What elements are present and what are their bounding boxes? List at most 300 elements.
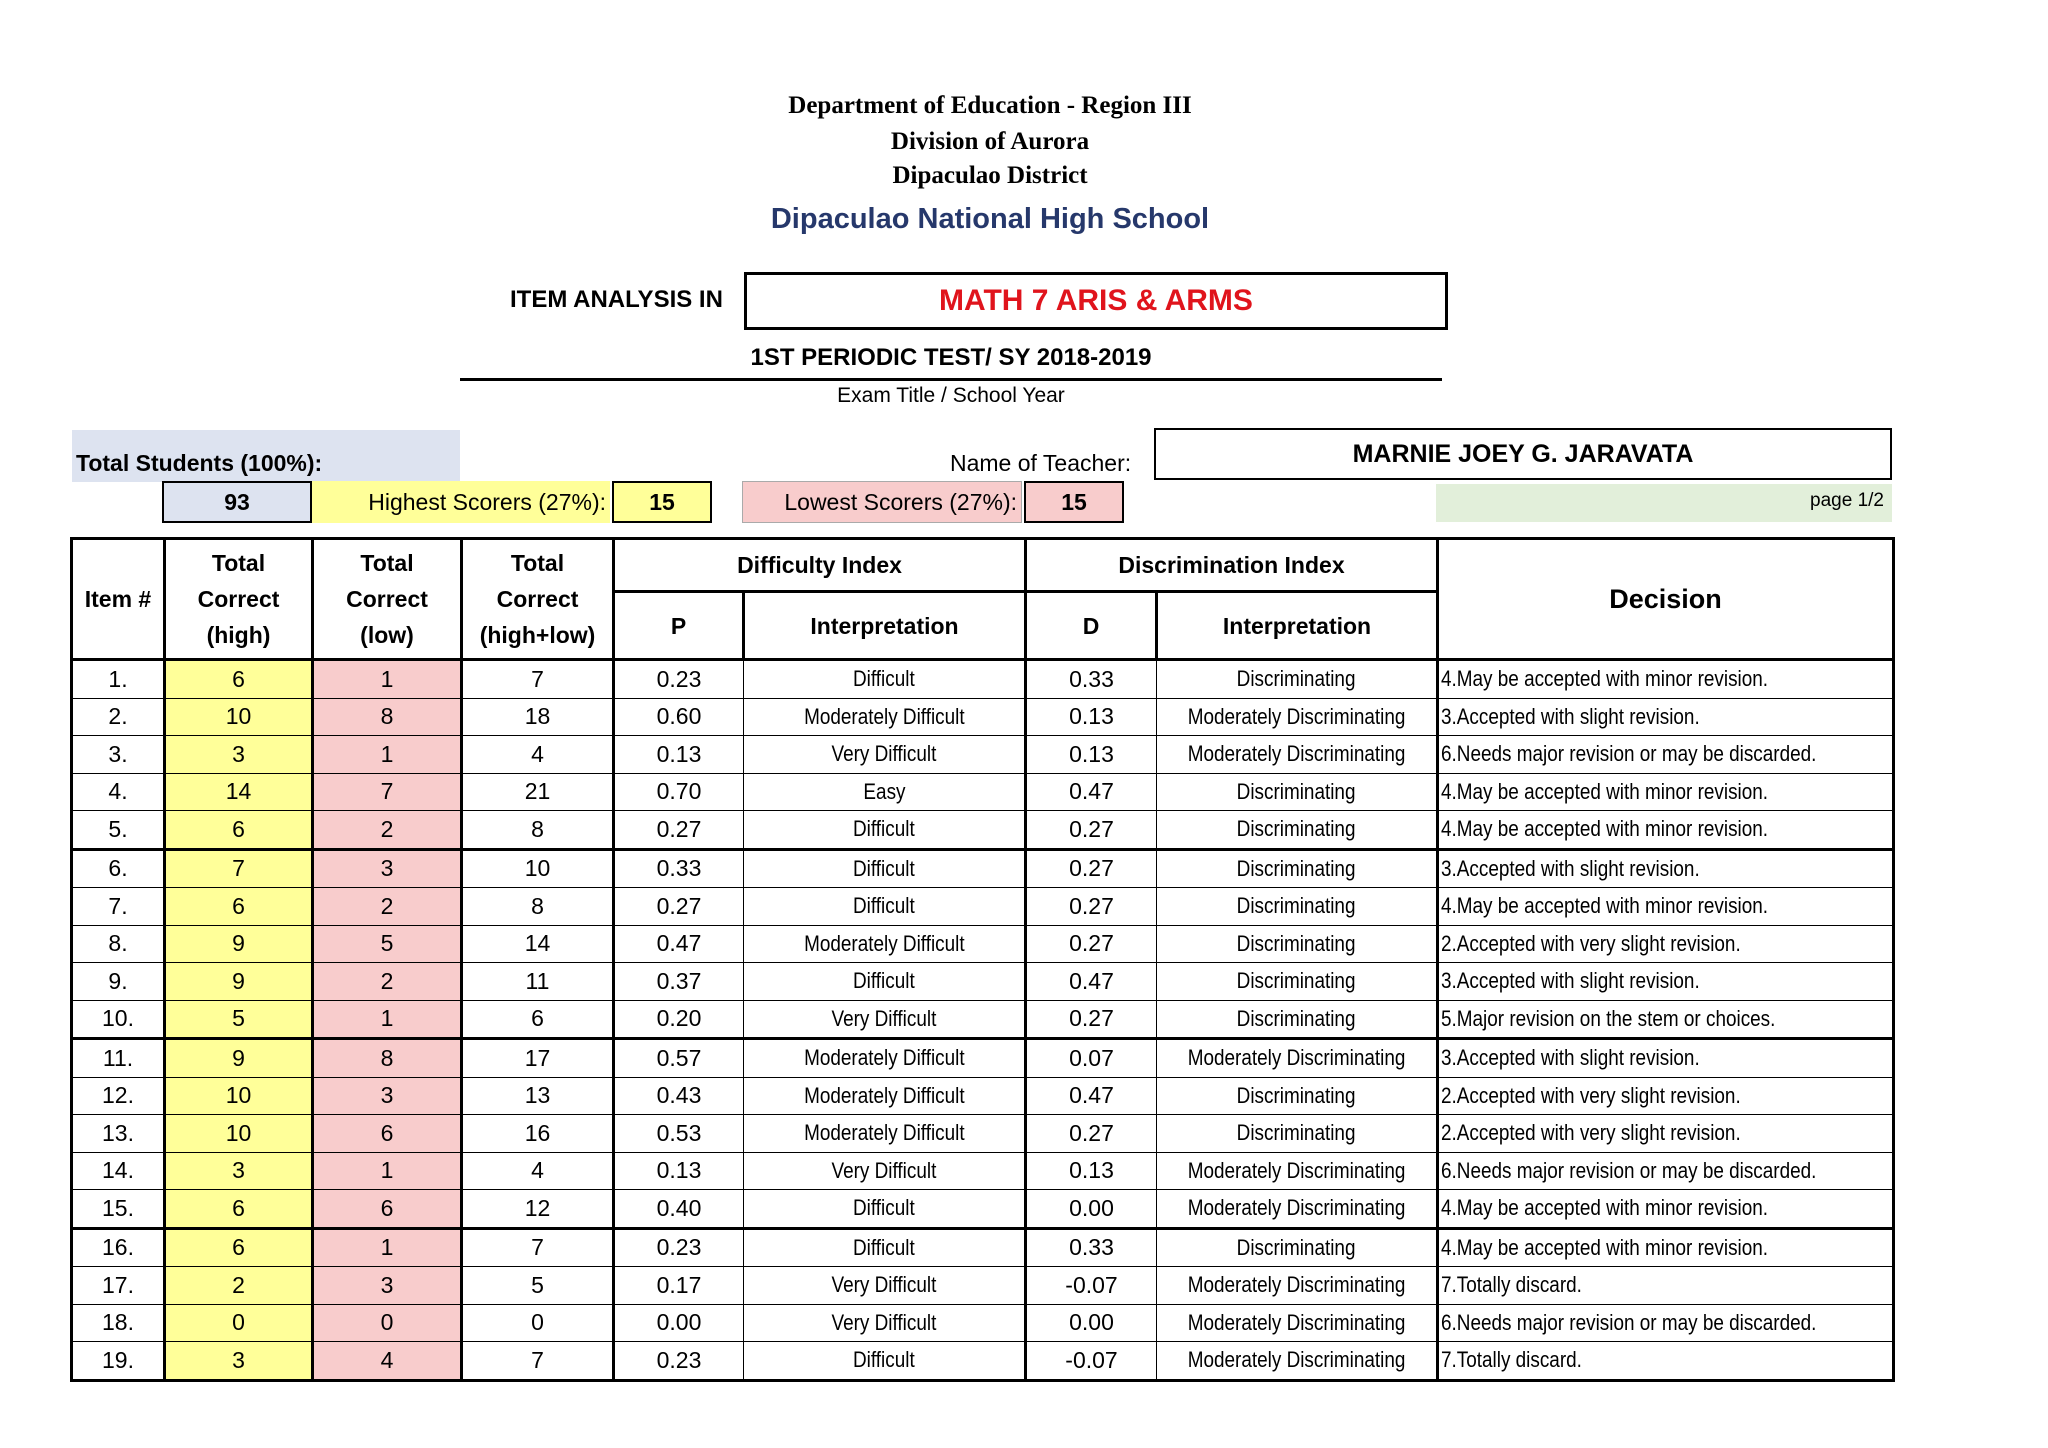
header-total-correct-low [313,539,462,660]
correct-total-cell [462,1039,614,1078]
correct-high-cell-text: 9 [232,1044,245,1071]
header-d-interpretation: Interpretation [1157,592,1438,660]
p-value-cell [614,698,744,736]
correct-high-cell [165,963,313,1001]
decision-cell-text: 4.May be accepted with minor revision. [1441,816,1769,842]
decision-cell [1438,1000,1894,1039]
correct-total-cell [462,963,614,1001]
d-value-cell-text: 0.13 [1069,1157,1114,1184]
correct-low-cell [313,1039,462,1078]
d-interpretation-cell-text: Moderately Discriminating [1187,1347,1406,1373]
header-high-line2: Correct [197,586,280,612]
correct-total-cell-text: 13 [524,1082,551,1109]
item-number-cell [72,1152,165,1190]
correct-total-cell-text: 6 [531,1005,544,1032]
header-both-line3: (high+low) [479,622,596,648]
d-interpretation-cell-text: Discriminating [1237,1005,1356,1031]
d-value-cell-text: 0.07 [1069,1044,1114,1071]
decision-cell [1438,1152,1894,1190]
p-interpretation-cell [744,1228,1026,1267]
correct-total-cell-text: 7 [531,1346,544,1373]
p-value-cell [614,811,744,850]
d-value-cell [1026,773,1157,811]
p-interpretation-cell [744,1267,1026,1305]
d-interpretation-cell [1157,925,1438,963]
item-analysis-table [70,537,1895,1382]
correct-total-cell [462,849,614,888]
d-interpretation-cell [1157,1152,1438,1190]
d-interpretation-cell-text: Moderately Discriminating [1187,703,1406,729]
correct-high-cell-text: 10 [225,1082,252,1109]
p-value-cell [614,660,744,699]
p-interpretation-cell-text: Moderately Difficult [803,1045,965,1071]
correct-total-cell [462,1190,614,1229]
correct-high-cell [165,1115,313,1153]
d-value-cell [1026,811,1157,850]
item-number-cell [72,1077,165,1115]
correct-high-cell-text: 3 [232,1346,245,1373]
d-value-cell [1026,1039,1157,1078]
p-value-cell-text: 0.23 [656,1234,702,1261]
correct-low-cell-text: 6 [380,1119,394,1146]
item-number-cell-text: 13. [102,1119,134,1146]
table-row [72,773,1894,811]
correct-total-cell-text: 5 [531,1271,544,1298]
total-students-label: Total Students (100%): [76,450,323,476]
table-row [72,1115,1894,1153]
d-value-cell [1026,1152,1157,1190]
teacher-name: MARNIE JOEY G. JARAVATA [1154,428,1892,480]
header-total-correct-high [165,539,313,660]
d-value-cell [1026,736,1157,774]
p-interpretation-cell-text: Moderately Difficult [803,703,965,729]
d-interpretation-cell [1157,1304,1438,1342]
correct-total-cell-text: 14 [524,930,551,957]
total-students-value: 93 [162,481,312,523]
decision-cell-text: 2.Accepted with very slight revision. [1441,1120,1741,1146]
table-row [72,698,1894,736]
d-interpretation-cell-text: Moderately Discriminating [1187,1045,1406,1071]
school-name: Dipaculao National High School [770,203,1210,235]
table-row [72,1039,1894,1078]
item-number-cell [72,1190,165,1229]
correct-high-cell-text: 2 [232,1271,245,1298]
correct-low-cell [313,1115,462,1153]
decision-cell [1438,1039,1894,1078]
p-interpretation-cell-text: Very Difficult [831,741,937,767]
p-interpretation-cell-text: Difficult [853,1195,915,1221]
p-value-cell-text: 0.40 [656,1194,702,1221]
p-value-cell [614,1304,744,1342]
decision-cell [1438,736,1894,774]
d-value-cell-text: 0.13 [1069,740,1114,767]
correct-high-cell-text: 10 [225,703,252,730]
correct-total-cell-text: 17 [524,1044,551,1071]
header-low-line2: Correct [346,586,428,612]
correct-low-cell-text: 8 [380,1044,394,1071]
decision-cell-text: 3.Accepted with slight revision. [1441,1045,1700,1071]
decision-cell-text: 2.Accepted with very slight revision. [1441,930,1741,956]
correct-low-cell-text: 2 [380,967,394,994]
d-interpretation-cell [1157,1039,1438,1078]
correct-high-cell-text: 6 [232,815,245,842]
p-interpretation-cell [744,698,1026,736]
decision-cell [1438,1228,1894,1267]
correct-low-cell-text: 3 [380,1082,394,1109]
p-interpretation-cell [744,811,1026,850]
correct-high-cell [165,698,313,736]
d-value-cell-text: 0.33 [1069,1234,1114,1261]
item-number-cell-text: 10. [102,1005,134,1032]
exam-underline [460,378,1442,381]
d-interpretation-cell-text: Discriminating [1237,930,1356,956]
d-value-cell-text: 0.47 [1069,778,1114,805]
decision-cell-text: 4.May be accepted with minor revision. [1441,666,1769,692]
table-row [72,1000,1894,1039]
correct-total-cell [462,925,614,963]
decision-cell [1438,773,1894,811]
d-interpretation-cell-text: Discriminating [1237,968,1356,994]
header-total-correct-both [462,539,614,660]
division-heading: Division of Aurora [890,128,1090,155]
p-value-cell [614,888,744,926]
p-value-cell-text: 0.17 [656,1271,702,1298]
item-number-cell-text: 3. [108,740,128,767]
item-analysis-body [72,660,1894,1381]
d-interpretation-cell-text: Discriminating [1237,1120,1356,1146]
correct-high-cell [165,660,313,699]
item-number-cell-text: 19. [102,1346,134,1373]
p-interpretation-cell-text: Difficult [853,1234,915,1260]
item-number-cell [72,1228,165,1267]
d-interpretation-cell-text: Discriminating [1237,816,1356,842]
p-interpretation-cell-text: Difficult [853,855,915,881]
correct-low-cell-text: 3 [380,855,394,882]
correct-high-cell [165,736,313,774]
d-value-cell [1026,1342,1157,1381]
p-interpretation-cell [744,1039,1026,1078]
item-number-cell-text: 11. [102,1044,134,1071]
correct-low-cell-text: 1 [380,1005,394,1032]
correct-low-cell-text: 1 [380,665,394,692]
p-interpretation-cell [744,1152,1026,1190]
table-row [72,660,1894,699]
p-interpretation-cell [744,773,1026,811]
d-interpretation-cell [1157,1077,1438,1115]
item-number-cell-text: 12. [102,1082,134,1109]
table-row [72,1267,1894,1305]
correct-total-cell [462,1342,614,1381]
correct-total-cell [462,1077,614,1115]
d-value-cell-text: 0.27 [1069,892,1114,919]
correct-high-cell [165,888,313,926]
decision-cell-text: 3.Accepted with slight revision. [1441,703,1700,729]
correct-low-cell [313,849,462,888]
decision-cell-text: 4.May be accepted with minor revision. [1441,1234,1769,1260]
d-value-cell-text: -0.07 [1065,1346,1118,1373]
correct-low-cell [313,888,462,926]
d-interpretation-cell [1157,849,1438,888]
lowest-scorers-value: 15 [1024,481,1124,523]
highest-scorers-value: 15 [612,481,712,523]
correct-high-cell [165,1000,313,1039]
correct-low-cell-text: 6 [380,1194,394,1221]
d-value-cell-text: 0.47 [1069,967,1114,994]
correct-high-cell [165,811,313,850]
d-interpretation-cell [1157,811,1438,850]
p-value-cell-text: 0.27 [656,892,702,919]
header-high-line3: (high) [206,622,271,648]
table-row [72,1304,1894,1342]
p-value-cell [614,736,744,774]
p-value-cell [614,773,744,811]
correct-low-cell [313,773,462,811]
correct-low-cell-text: 8 [380,703,394,730]
d-interpretation-cell-text: Moderately Discriminating [1187,741,1406,767]
d-interpretation-cell-text: Moderately Discriminating [1187,1309,1406,1335]
item-number-cell [72,698,165,736]
correct-high-cell-text: 9 [232,967,245,994]
item-number-cell [72,963,165,1001]
p-interpretation-cell [744,963,1026,1001]
item-number-cell [72,925,165,963]
correct-high-cell-text: 9 [232,930,245,957]
item-number-cell-text: 5. [108,815,128,842]
correct-low-cell-text: 2 [380,815,394,842]
correct-low-cell-text: 2 [380,892,394,919]
correct-total-cell-text: 12 [524,1194,551,1221]
p-value-cell [614,849,744,888]
header-p-interpretation: Interpretation [744,592,1026,660]
p-interpretation-cell [744,1077,1026,1115]
p-value-cell [614,1267,744,1305]
correct-total-cell-text: 7 [531,665,544,692]
correct-low-cell-text: 1 [380,1234,394,1261]
d-interpretation-cell-text: Discriminating [1237,1082,1356,1108]
page-indicator: page 1/2 [1436,484,1892,522]
p-interpretation-cell-text: Difficult [853,816,915,842]
item-number-cell-text: 7. [108,892,128,919]
correct-low-cell [313,1000,462,1039]
p-interpretation-cell-text: Difficult [853,1347,915,1373]
table-row [72,1077,1894,1115]
correct-low-cell [313,1190,462,1229]
d-interpretation-cell-text: Moderately Discriminating [1187,1272,1406,1298]
decision-cell-text: 2.Accepted with very slight revision. [1441,1082,1741,1108]
item-number-cell-text: 8. [108,930,128,957]
p-value-cell-text: 0.53 [656,1119,702,1146]
p-value-cell [614,1228,744,1267]
decision-cell-text: 6.Needs major revision or may be discarded. [1441,1309,1817,1335]
p-value-cell [614,963,744,1001]
correct-high-cell-text: 5 [232,1005,245,1032]
d-interpretation-cell [1157,963,1438,1001]
d-interpretation-cell-text: Moderately Discriminating [1187,1157,1406,1183]
d-value-cell [1026,1077,1157,1115]
decision-cell [1438,1304,1894,1342]
item-number-cell-text: 4. [108,778,128,805]
correct-low-cell [313,660,462,699]
table-row [72,1190,1894,1229]
header-low-line3: (low) [360,622,414,648]
decision-cell-text: 5.Major revision on the stem or choices. [1441,1005,1776,1031]
p-value-cell [614,1152,744,1190]
d-value-cell [1026,1267,1157,1305]
correct-high-cell [165,1152,313,1190]
correct-total-cell-text: 11 [525,967,550,994]
d-value-cell-text: 0.13 [1069,703,1114,730]
p-value-cell-text: 0.43 [656,1082,702,1109]
decision-cell [1438,925,1894,963]
item-number-cell [72,1000,165,1039]
p-interpretation-cell [744,888,1026,926]
correct-high-cell-text: 0 [232,1309,245,1336]
correct-low-cell [313,811,462,850]
decision-cell-text: 4.May be accepted with minor revision. [1441,893,1769,919]
correct-high-cell-text: 3 [232,1157,245,1184]
decision-cell-text: 6.Needs major revision or may be discarded. [1441,741,1817,767]
p-value-cell-text: 0.70 [656,778,702,805]
correct-low-cell [313,963,462,1001]
decision-cell-text: 7.Totally discard. [1441,1347,1582,1373]
correct-low-cell [313,925,462,963]
correct-low-cell [313,1077,462,1115]
table-row [72,963,1894,1001]
correct-low-cell [313,1304,462,1342]
correct-low-cell-text: 3 [380,1271,394,1298]
correct-high-cell [165,1267,313,1305]
item-number-cell [72,1304,165,1342]
decision-cell [1438,1077,1894,1115]
d-interpretation-cell [1157,1115,1438,1153]
item-number-cell-text: 14. [102,1157,134,1184]
item-number-cell [72,773,165,811]
decision-cell [1438,963,1894,1001]
deped-region-heading: Department of Education - Region III [788,92,1192,119]
correct-total-cell-text: 8 [531,815,544,842]
p-value-cell-text: 0.23 [656,665,702,692]
table-row [72,925,1894,963]
item-number-cell-text: 1. [108,665,128,692]
correct-high-cell-text: 6 [232,1234,245,1261]
d-interpretation-cell-text: Discriminating [1237,666,1356,692]
correct-low-cell-text: 1 [380,740,394,767]
d-interpretation-cell [1157,1342,1438,1381]
decision-cell [1438,1115,1894,1153]
decision-cell [1438,888,1894,926]
decision-cell-text: 7.Totally discard. [1441,1272,1582,1298]
correct-low-cell [313,698,462,736]
correct-total-cell [462,1115,614,1153]
p-value-cell-text: 0.20 [656,1005,702,1032]
correct-high-cell [165,1039,313,1078]
d-value-cell [1026,660,1157,699]
correct-total-cell-text: 4 [531,740,544,767]
item-analysis-label: ITEM ANALYSIS IN [510,286,723,313]
decision-cell-text: 3.Accepted with slight revision. [1441,968,1700,994]
correct-low-cell-text: 5 [380,930,394,957]
table-row [72,849,1894,888]
p-interpretation-cell [744,736,1026,774]
item-number-cell [72,1267,165,1305]
correct-high-cell-text: 10 [225,1119,252,1146]
decision-cell-text: 3.Accepted with slight revision. [1441,855,1700,881]
teacher-label: Name of Teacher: [950,450,1132,476]
correct-low-cell [313,1152,462,1190]
d-value-cell-text: -0.07 [1065,1271,1118,1298]
d-interpretation-cell [1157,660,1438,699]
district-heading: Dipaculao District [892,162,1088,189]
d-interpretation-cell [1157,1267,1438,1305]
decision-cell [1438,1190,1894,1229]
p-interpretation-cell-text: Very Difficult [831,1309,937,1335]
correct-high-cell-text: 6 [232,665,245,692]
decision-cell-text: 4.May be accepted with minor revision. [1441,778,1769,804]
item-number-cell [72,1039,165,1078]
p-value-cell-text: 0.00 [656,1309,702,1336]
item-number-cell-text: 17. [102,1271,134,1298]
correct-high-cell [165,773,313,811]
d-value-cell [1026,1304,1157,1342]
d-value-cell-text: 0.47 [1069,1082,1114,1109]
d-interpretation-cell-text: Discriminating [1237,855,1356,881]
d-value-cell-text: 0.27 [1069,855,1114,882]
d-value-cell-text: 0.27 [1069,815,1114,842]
d-value-cell-text: 0.33 [1069,665,1114,692]
subject-box [744,272,1448,330]
correct-total-cell [462,1228,614,1267]
d-interpretation-cell [1157,1000,1438,1039]
d-value-cell [1026,1228,1157,1267]
d-value-cell-text: 0.00 [1069,1194,1114,1221]
correct-low-cell [313,1342,462,1381]
exam-caption: Exam Title / School Year [837,384,1065,407]
correct-high-cell [165,1190,313,1229]
d-interpretation-cell-text: Moderately Discriminating [1187,1195,1406,1221]
item-number-cell [72,1342,165,1381]
p-value-cell [614,1000,744,1039]
p-interpretation-cell [744,1190,1026,1229]
table-row [72,888,1894,926]
correct-low-cell [313,1228,462,1267]
header-both-line1: Total [510,550,565,576]
correct-high-cell-text: 14 [225,778,252,805]
correct-total-cell [462,698,614,736]
table-row [72,811,1894,850]
correct-total-cell [462,1267,614,1305]
p-value-cell-text: 0.47 [656,930,702,957]
correct-low-cell-text: 4 [380,1346,394,1373]
d-interpretation-cell [1157,1190,1438,1229]
correct-high-cell [165,1077,313,1115]
p-value-cell-text: 0.27 [656,815,702,842]
correct-total-cell [462,660,614,699]
p-value-cell-text: 0.57 [656,1044,702,1071]
correct-total-cell [462,736,614,774]
p-interpretation-cell-text: Very Difficult [831,1272,937,1298]
item-number-cell [72,811,165,850]
p-value-cell [614,1190,744,1229]
d-value-cell-text: 0.00 [1069,1309,1114,1336]
correct-total-cell [462,1152,614,1190]
d-interpretation-cell [1157,773,1438,811]
d-interpretation-cell [1157,888,1438,926]
d-value-cell [1026,1000,1157,1039]
d-value-cell-text: 0.27 [1069,1005,1114,1032]
header-low-line1: Total [360,550,414,576]
correct-high-cell-text: 6 [232,1194,245,1221]
p-interpretation-cell-text: Very Difficult [831,1157,937,1183]
